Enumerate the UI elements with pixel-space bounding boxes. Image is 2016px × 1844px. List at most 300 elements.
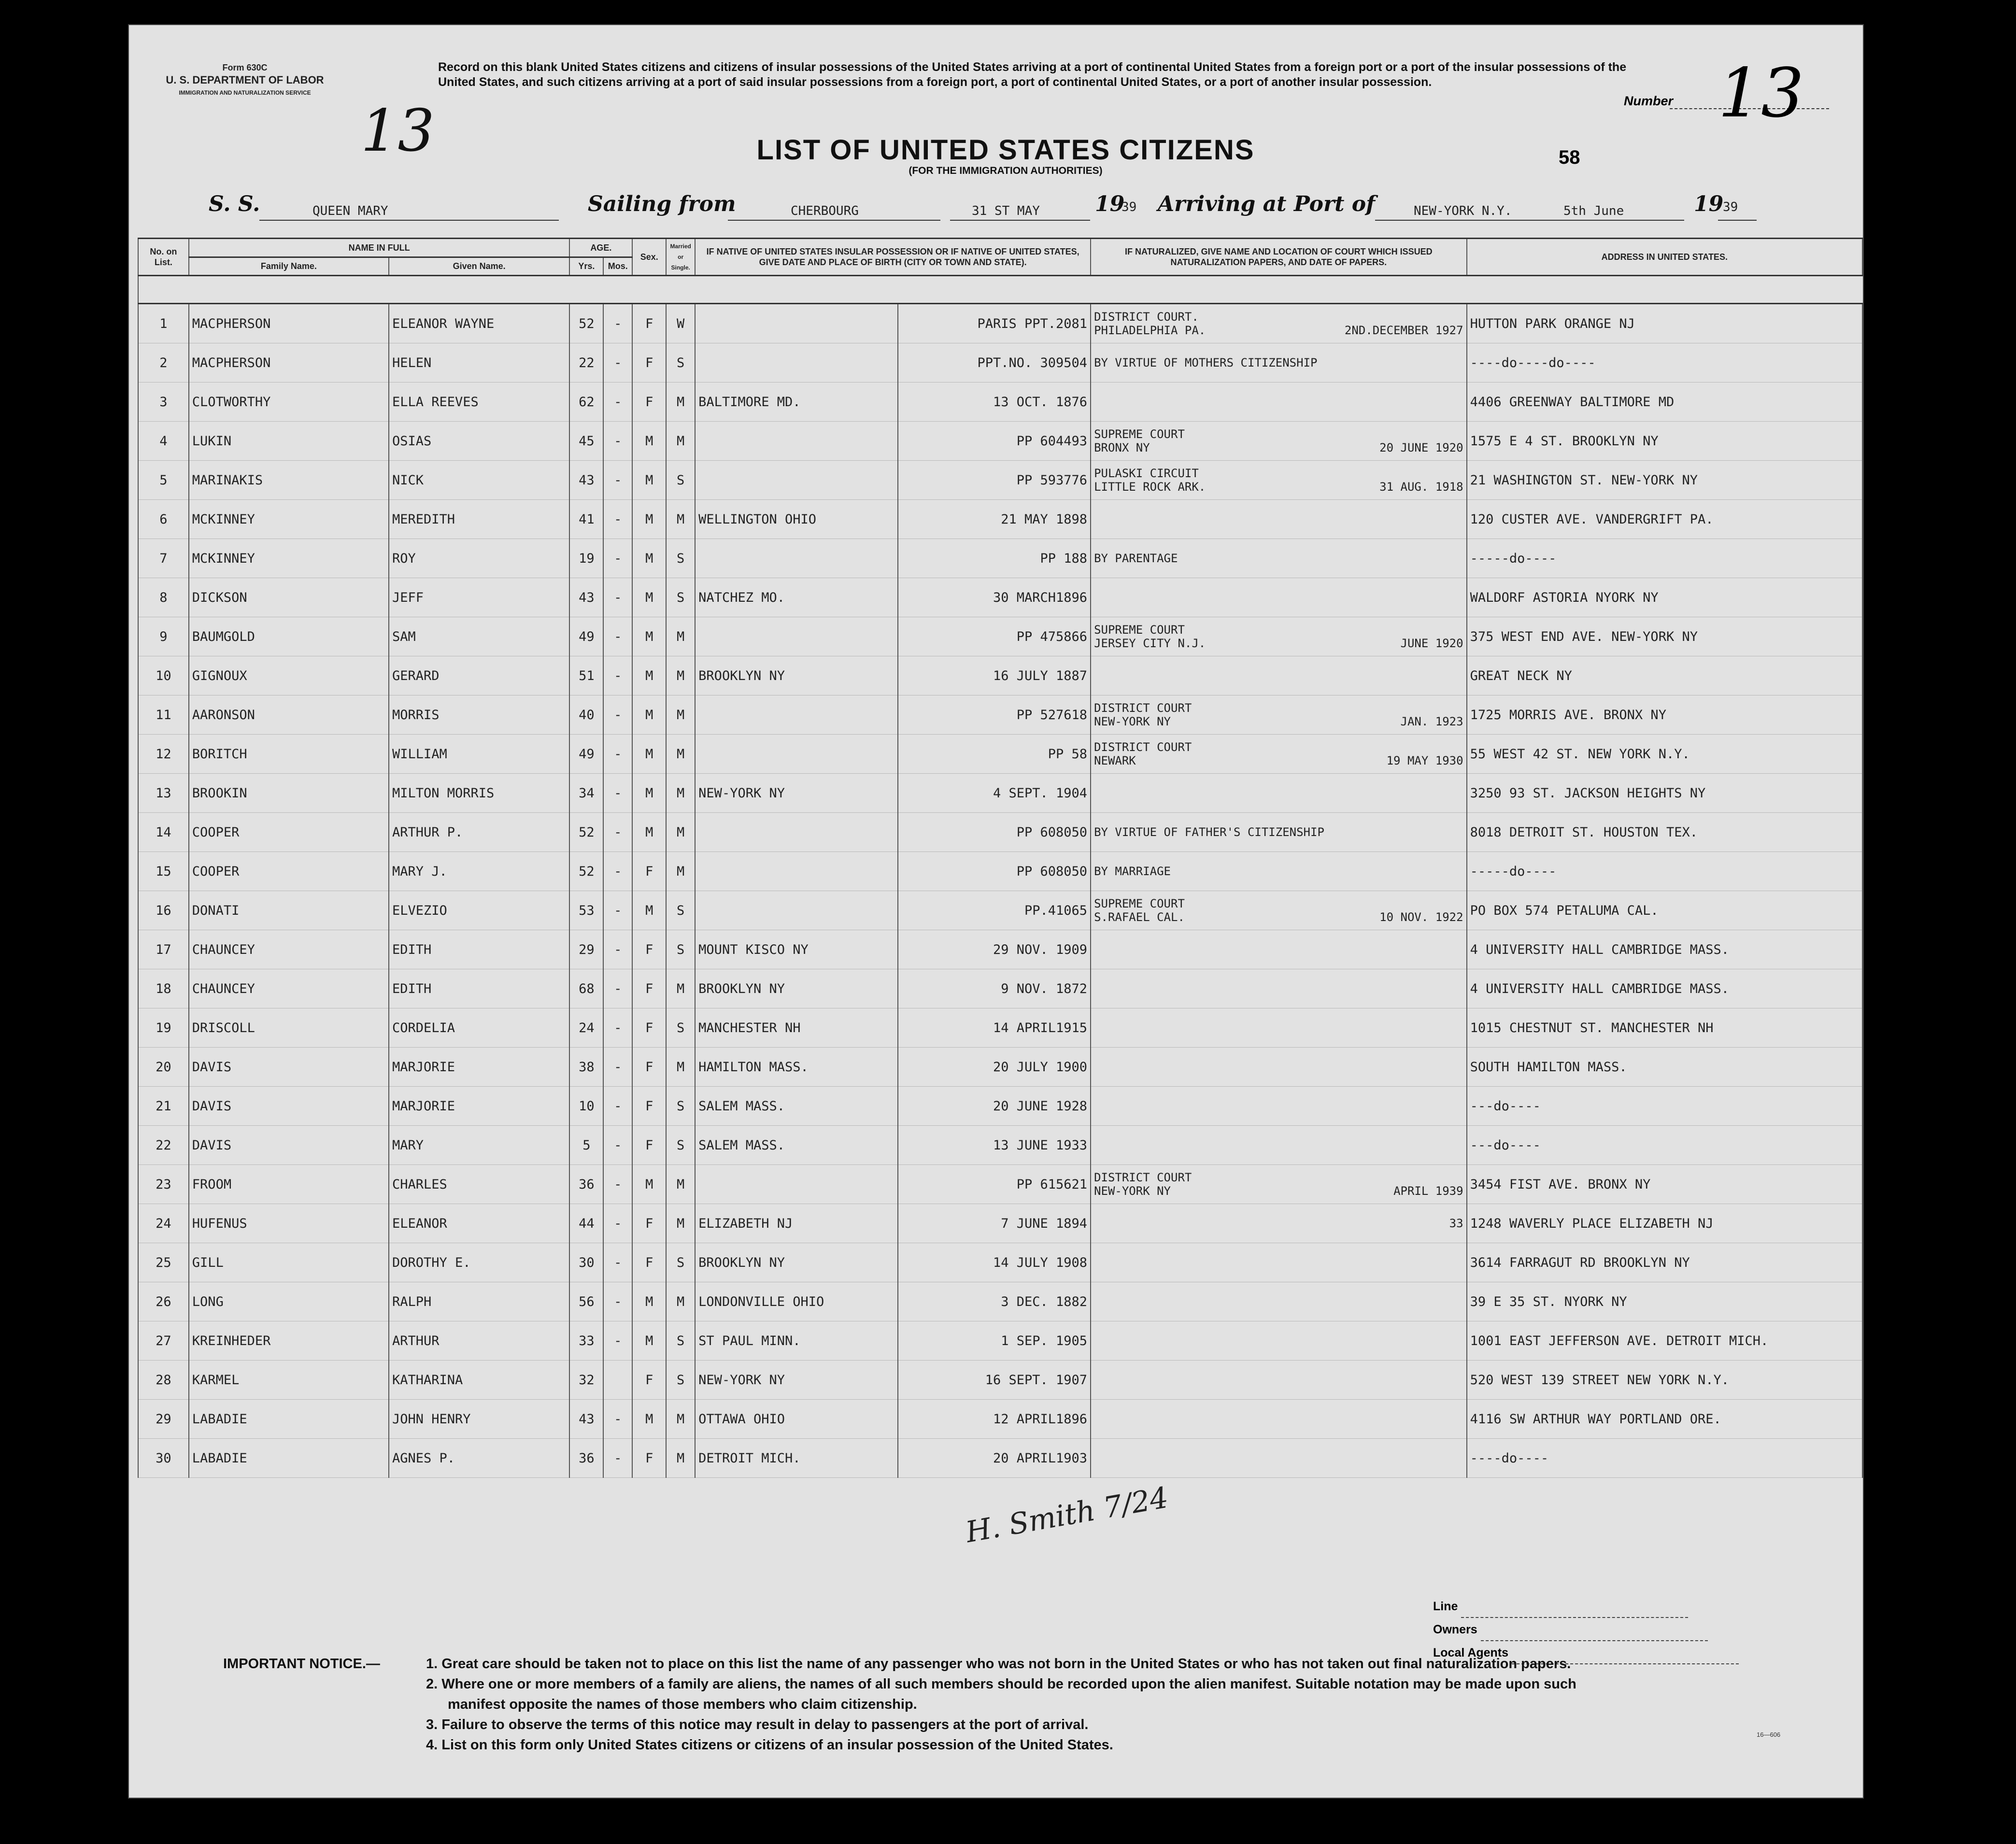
departure-port: CHERBOURG [791,204,859,218]
binder-hole [70,226,95,256]
cell-birth-date: 13 OCT. 1876 [898,383,1091,422]
cell-address: 520 WEST 139 STREET NEW YORK N.Y. [1467,1361,1862,1400]
cell-given: RALPH [389,1282,569,1321]
passenger-row [138,422,1862,461]
court-location-row [1094,324,1463,337]
cell-yrs: 5 [569,1126,603,1165]
cell-no: 21 [138,1087,189,1126]
cell-given: ROY [389,539,569,578]
cell-mos: - [603,539,632,578]
cell-mos: - [603,1400,632,1439]
court-name: DISTRICT COURT. [1094,310,1199,324]
owners-label: Owners [1433,1623,1477,1636]
arrival-year-prefix: 19 [1694,192,1724,216]
cell-family: MCKINNEY [189,500,389,539]
col-name-in-full: NAME IN FULL [189,239,570,257]
sailing-label: Sailing from [588,192,736,216]
cell-no: 11 [138,695,189,735]
notice-label: IMPORTANT NOTICE.— [223,1656,380,1672]
cell-given: HELEN [389,343,569,383]
col-address: ADDRESS IN UNITED STATES. [1467,239,1862,276]
cell-birth-date: PP 527618 [898,695,1091,735]
cell-address: 1001 EAST JEFFERSON AVE. DETROIT MICH. [1467,1321,1862,1361]
cell-given: MARJORIE [389,1048,569,1087]
cell-ms: W [666,304,695,343]
cell-yrs: 32 [569,1361,603,1400]
cell-birth-date: 13 JUNE 1933 [898,1126,1091,1165]
cell-sex: F [632,852,666,891]
cell-address: WALDORF ASTORIA NYORK NY [1467,578,1862,617]
passenger-row [138,1321,1862,1361]
binder-hole [70,642,95,672]
cell-mos: - [603,1204,632,1243]
list-number: 13 [1718,54,1804,133]
court-location: NEWARK [1094,754,1136,767]
col-birth: IF NATIVE OF UNITED STATES INSULAR POSSESSION OR IF NATIVE OF UNITED STATES, GIVE DATE AND PLACE OF BIRTH (CITY OR TOWN AND STATE). [695,239,1091,276]
cell-court [1091,343,1467,383]
agents-label: Local Agents [1433,1646,1509,1660]
cell-birth-date: 14 APRIL1915 [898,1008,1091,1048]
handwritten-signature: H. Smith 7/24 [963,1480,1171,1550]
cell-birth-date: PP 608050 [898,852,1091,891]
cell-court [1091,422,1467,461]
court-date: 10 NOV. 1922 [1379,910,1463,924]
cell-mos: - [603,1126,632,1165]
cell-ms: M [666,852,695,891]
passenger-row [138,1126,1862,1165]
cell-mos: - [603,1439,632,1478]
cell-birth-place: OTTAWA OHIO [695,1400,897,1439]
cell-address: 4 UNIVERSITY HALL CAMBRIDGE MASS. [1467,930,1862,969]
cell-no: 25 [138,1243,189,1282]
cell-ms: M [666,500,695,539]
cell-address: HUTTON PARK ORANGE NJ [1467,304,1862,343]
cell-given: ARTHUR [389,1321,569,1361]
cell-sex: F [632,930,666,969]
cell-no: 8 [138,578,189,617]
cell-birth-place: DETROIT MICH. [695,1439,897,1478]
cell-given: DOROTHY E. [389,1243,569,1282]
cell-mos: - [603,617,632,656]
record-instructions: Record on this blank United States citizens and citizens of insular possessions of the United States arriving at a port of continental United States from a foreign port or a port of the insular possessions of the United States, and such citizens arriving at a port of said insular possessions from a foreign port, a port of continental United States, or a port of another insular possession. [438,60,1627,89]
cell-court [1091,383,1467,422]
cell-given: ELLA REEVES [389,383,569,422]
cell-sex: F [632,969,666,1008]
cell-sex: F [632,1243,666,1282]
cell-birth-date: 1 SEP. 1905 [898,1321,1091,1361]
passenger-row [138,1243,1862,1282]
cell-ms: M [666,969,695,1008]
cell-birth-place: NEW-YORK NY [695,1361,897,1400]
cell-birth-place [695,891,897,930]
court-name: SUPREME COURT [1094,623,1185,637]
cell-address: 4406 GREENWAY BALTIMORE MD [1467,383,1862,422]
court-date: 2ND.DECEMBER 1927 [1344,324,1463,337]
cell-ms: M [666,383,695,422]
cell-address: 55 WEST 42 ST. NEW YORK N.Y. [1467,735,1862,774]
col-sex: Sex. [632,239,666,276]
cell-no: 28 [138,1361,189,1400]
cell-ms: S [666,539,695,578]
cell-mos: - [603,1243,632,1282]
cell-no: 13 [138,774,189,813]
cell-yrs: 51 [569,656,603,695]
arrival-port: NEW-YORK N.Y. [1414,204,1512,218]
page-title: LIST OF UNITED STATES CITIZENS [756,134,1255,166]
cell-court [1091,1243,1467,1282]
cell-birth-date: PP 593776 [898,461,1091,500]
ship-underline [259,220,559,221]
cell-address: 3614 FARRAGUT RD BROOKLYN NY [1467,1243,1862,1282]
cell-ms: S [666,891,695,930]
cell-given: MARY J. [389,852,569,891]
passenger-row [138,1204,1862,1243]
passenger-row [138,578,1862,617]
court-location-row [1094,910,1463,924]
binder-hole [70,309,95,339]
cell-no: 5 [138,461,189,500]
cell-birth-date: 20 JULY 1900 [898,1048,1091,1087]
cell-court [1091,617,1467,656]
cell-sex: M [632,695,666,735]
col-married: Married or Single. [666,239,695,276]
cell-sex: M [632,422,666,461]
cell-given: MILTON MORRIS [389,774,569,813]
cell-birth-place [695,852,897,891]
cell-sex: M [632,774,666,813]
cell-birth-place [695,1165,897,1204]
col-mos: Mos. [603,257,632,276]
cell-birth-date: PP 475866 [898,617,1091,656]
court-location: PHILADELPHIA PA. [1094,324,1206,337]
col-family-name: Family Name. [189,257,389,276]
cell-family: DAVIS [189,1048,389,1087]
cell-family: MACPHERSON [189,343,389,383]
cell-yrs: 62 [569,383,603,422]
cell-no: 15 [138,852,189,891]
cell-family: BORITCH [189,735,389,774]
cell-no: 12 [138,735,189,774]
cell-family: MCKINNEY [189,539,389,578]
passenger-row [138,1282,1862,1321]
passenger-row [138,813,1862,852]
cell-family: DICKSON [189,578,389,617]
cell-sex: M [632,813,666,852]
cell-court [1091,1321,1467,1361]
cell-mos: - [603,422,632,461]
cell-address: ---do---- [1467,1087,1862,1126]
cell-family: GIGNOUX [189,656,389,695]
cell-birth-date: 3 DEC. 1882 [898,1282,1091,1321]
court-location-row [1094,637,1463,650]
cell-sex: F [632,304,666,343]
cell-family: MACPHERSON [189,304,389,343]
cell-sex: M [632,617,666,656]
cell-ms: M [666,695,695,735]
court-date: JAN. 1923 [1400,715,1463,728]
court-location: BRONX NY [1094,441,1150,454]
cell-birth-place: BROOKLYN NY [695,969,897,1008]
cell-yrs: 24 [569,1008,603,1048]
passenger-row [138,1087,1862,1126]
cell-birth-place: NEW-YORK NY [695,774,897,813]
court-location: JERSEY CITY N.J. [1094,637,1206,650]
passenger-row [138,343,1862,383]
cell-birth-place [695,813,897,852]
cell-ms: S [666,930,695,969]
cell-family: LABADIE [189,1400,389,1439]
cell-address: ----do----do---- [1467,343,1862,383]
cell-address: 3454 FIST AVE. BRONX NY [1467,1165,1862,1204]
header-row-1 [138,239,1862,257]
cell-birth-place: MOUNT KISCO NY [695,930,897,969]
cell-yrs: 41 [569,500,603,539]
cell-ms: M [666,1439,695,1478]
passenger-row [138,1439,1862,1478]
cell-no: 10 [138,656,189,695]
cell-birth-place [695,539,897,578]
cell-sex: F [632,1048,666,1087]
cell-yrs: 52 [569,852,603,891]
cell-court [1091,813,1467,852]
cell-family: BROOKIN [189,774,389,813]
cell-birth-date: 16 SEPT. 1907 [898,1361,1091,1400]
cell-mos: - [603,852,632,891]
cell-ms: M [666,774,695,813]
cell-sex: F [632,1008,666,1048]
cell-birth-place: ELIZABETH NJ [695,1204,897,1243]
cell-mos: - [603,1048,632,1087]
cell-ms: M [666,1048,695,1087]
arriving-label: Arriving at Port of [1158,192,1376,216]
col-naturalization: IF NATURALIZED, GIVE NAME AND LOCATION OF COURT WHICH ISSUED NATURALIZATION PAPERS, AND DATE OF PAPERS. [1091,239,1467,276]
cell-court [1091,539,1467,578]
cell-yrs: 43 [569,1400,603,1439]
cell-sex: F [632,383,666,422]
cell-ms: S [666,578,695,617]
cell-address: -----do---- [1467,852,1862,891]
cell-no: 27 [138,1321,189,1361]
cell-no: 4 [138,422,189,461]
cell-given: JOHN HENRY [389,1400,569,1439]
passenger-row [138,617,1862,656]
cell-yrs: 68 [569,969,603,1008]
cell-yrs: 56 [569,1282,603,1321]
cell-ms: M [666,1204,695,1243]
cell-yrs: 22 [569,343,603,383]
cell-birth-place: MANCHESTER NH [695,1008,897,1048]
cell-sex: M [632,578,666,617]
cell-birth-place: ST PAUL MINN. [695,1321,897,1361]
cell-family: COOPER [189,852,389,891]
cell-address: 21 WASHINGTON ST. NEW-YORK NY [1467,461,1862,500]
cell-ms: S [666,1361,695,1400]
cell-ms: M [666,1165,695,1204]
cell-no: 29 [138,1400,189,1439]
sheet-number: 58 [1559,147,1580,168]
cell-birth-place [695,735,897,774]
cell-address: 1575 E 4 ST. BROOKLYN NY [1467,422,1862,461]
cell-court [1091,304,1467,343]
court-location-row [1094,715,1463,728]
cell-birth-place [695,461,897,500]
cell-family: LUKIN [189,422,389,461]
cell-sex: F [632,1087,666,1126]
cell-court [1091,1439,1467,1478]
cell-no: 2 [138,343,189,383]
cell-given: ELEANOR WAYNE [389,304,569,343]
court-name: BY VIRTUE OF MOTHERS CITIZENSHIP [1094,356,1318,369]
cell-family: CLOTWORTHY [189,383,389,422]
cell-address: 4116 SW ARTHUR WAY PORTLAND ORE. [1467,1400,1862,1439]
cell-sex: F [632,343,666,383]
cell-no: 14 [138,813,189,852]
binder-hole [70,1224,95,1254]
cell-family: LABADIE [189,1439,389,1478]
court-location-row [1094,1217,1463,1230]
cell-given: EDITH [389,930,569,969]
cell-family: KREINHEDER [189,1321,389,1361]
court-name: SUPREME COURT [1094,427,1185,441]
court-name: BY PARENTAGE [1094,552,1178,565]
passenger-table [138,238,1863,1478]
court-location: LITTLE ROCK ARK. [1094,480,1206,494]
cell-court [1091,1282,1467,1321]
passenger-row [138,500,1862,539]
cell-sex: F [632,1204,666,1243]
passenger-row [138,930,1862,969]
notice-item: 2. Where one or more members of a family are aliens, the names of all such members should be recorded upon the alien manifest. Suitable notation may be made upon such [426,1676,1576,1692]
passenger-row [138,304,1862,343]
col-no: No. on List. [138,239,189,276]
cell-birth-place: NATCHEZ MO. [695,578,897,617]
col-given-name: Given Name. [389,257,569,276]
cell-birth-date: 20 APRIL1903 [898,1439,1091,1478]
cell-ms: S [666,1008,695,1048]
departure-year-prefix: 19 [1095,192,1125,216]
cell-given: AGNES P. [389,1439,569,1478]
cell-court [1091,774,1467,813]
cell-court [1091,500,1467,539]
notice-item: 3. Failure to observe the terms of this notice may result in delay to passengers at the port of arrival. [426,1717,1089,1732]
cell-mos: - [603,578,632,617]
cell-no: 16 [138,891,189,930]
cell-no: 20 [138,1048,189,1087]
cell-given: JEFF [389,578,569,617]
cell-yrs: 19 [569,539,603,578]
cell-birth-place [695,617,897,656]
arrival-date: 5th June [1563,204,1624,218]
cell-ms: S [666,1243,695,1282]
cell-family: KARMEL [189,1361,389,1400]
cell-court [1091,1400,1467,1439]
cell-address: -----do---- [1467,539,1862,578]
court-date: 33 [1449,1217,1463,1230]
cell-yrs: 49 [569,617,603,656]
line-label: Line [1433,1600,1458,1613]
passenger-row [138,1048,1862,1087]
passenger-row [138,695,1862,735]
cell-mos: - [603,1282,632,1321]
cell-court [1091,1048,1467,1087]
cell-given: EDITH [389,969,569,1008]
cell-family: FROOM [189,1165,389,1204]
court-date: APRIL 1939 [1393,1184,1463,1198]
cell-address: ----do---- [1467,1439,1862,1478]
cell-mos: - [603,735,632,774]
cell-yrs: 34 [569,774,603,813]
court-name: BY VIRTUE OF FATHER'S CITIZENSHIP [1094,825,1324,839]
cell-no: 7 [138,539,189,578]
cell-no: 26 [138,1282,189,1321]
cell-mos: - [603,1165,632,1204]
cell-yrs: 30 [569,1243,603,1282]
cell-sex: M [632,1282,666,1321]
cell-given: CORDELIA [389,1008,569,1048]
cell-birth-place: LONDONVILLE OHIO [695,1282,897,1321]
cell-ms: M [666,735,695,774]
cell-address: 3250 93 ST. JACKSON HEIGHTS NY [1467,774,1862,813]
departure-date: 31 ST MAY [972,204,1040,218]
cell-birth-place: SALEM MASS. [695,1126,897,1165]
cell-mos: - [603,461,632,500]
cell-ms: S [666,1087,695,1126]
court-name: DISTRICT COURT [1094,1171,1192,1184]
notice-item: 4. List on this form only United States citizens or citizens of an insular possession of the United States. [426,1737,1113,1753]
form-header [158,61,332,99]
cell-yrs: 36 [569,1439,603,1478]
cell-family: GILL [189,1243,389,1282]
cell-family: AARONSON [189,695,389,735]
passenger-row [138,461,1862,500]
cell-court [1091,930,1467,969]
cell-birth-place: WELLINGTON OHIO [695,500,897,539]
passenger-row [138,539,1862,578]
cell-no: 30 [138,1439,189,1478]
cell-yrs: 49 [569,735,603,774]
cell-court [1091,891,1467,930]
cell-birth-date: 7 JUNE 1894 [898,1204,1091,1243]
cell-family: MARINAKIS [189,461,389,500]
cell-sex: M [632,1400,666,1439]
cell-no: 22 [138,1126,189,1165]
cell-given: CHARLES [389,1165,569,1204]
cell-mos: - [603,1321,632,1361]
cell-yrs: 52 [569,813,603,852]
cell-family: LONG [189,1282,389,1321]
cell-mos: - [603,383,632,422]
cell-sex: M [632,735,666,774]
cell-sex: M [632,539,666,578]
cell-yrs: 38 [569,1048,603,1087]
cell-yrs: 36 [569,1165,603,1204]
cell-ms: M [666,422,695,461]
cell-given: WILLIAM [389,735,569,774]
cell-birth-date: 4 SEPT. 1904 [898,774,1091,813]
cell-court [1091,735,1467,774]
cell-yrs: 52 [569,304,603,343]
cell-yrs: 33 [569,1321,603,1361]
cell-sex: F [632,1126,666,1165]
court-location: NEW-YORK NY [1094,715,1171,728]
header-spacer [138,276,1862,304]
cell-yrs: 29 [569,930,603,969]
cell-sex: M [632,1321,666,1361]
court-name: DISTRICT COURT [1094,740,1192,754]
cell-ms: M [666,1282,695,1321]
cell-sex: M [632,1165,666,1204]
cell-birth-place: BALTIMORE MD. [695,383,897,422]
